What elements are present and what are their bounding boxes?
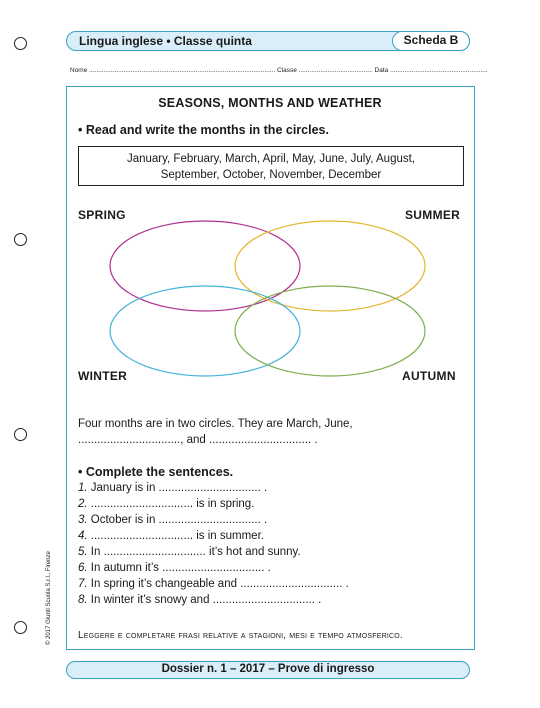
binder-hole-3 (14, 428, 27, 441)
spring-circle[interactable] (110, 221, 300, 311)
winter-circle[interactable] (110, 286, 300, 376)
season-label-summer: SUMMER (405, 208, 461, 222)
sentence-6[interactable]: 6. In autumn it’s ................................ . (78, 562, 271, 574)
sentence-number: 7. (78, 578, 88, 590)
date-label: Data (374, 67, 389, 74)
task-2-instruction: • Complete the sentences. (78, 465, 234, 479)
binder-hole-1 (14, 37, 27, 50)
binder-hole-2 (14, 233, 27, 246)
worksheet-title: SEASONS, MONTHS AND WEATHER (158, 96, 382, 110)
sentence-number: 6. (78, 562, 88, 574)
name-label: Nome (70, 67, 88, 74)
months-line-2: September, October, November, December (160, 169, 382, 181)
sentence-3[interactable]: 3. October is in ................................ . (78, 514, 268, 526)
sentence-number: 8. (78, 594, 88, 606)
sentence-7[interactable]: 7. In spring it’s changeable and ................................ . (78, 578, 349, 590)
copyright-notice: © 2017 Giunti Scuola S.r.l., Firenze (46, 551, 52, 645)
months-box (78, 146, 464, 186)
venn-diagram (100, 215, 430, 385)
sentence-2[interactable]: 2. ................................ is in spring. (78, 498, 255, 510)
months-line-1: January, February, March, April, May, June, July, August, (126, 153, 416, 165)
class-field[interactable]: ......................................... (298, 67, 373, 74)
class-label: Classe (276, 67, 297, 74)
autumn-circle[interactable] (235, 286, 425, 376)
sentence-number: 2. (78, 498, 88, 510)
header-bar (66, 31, 470, 51)
worksheet-tag: Scheda B (392, 31, 470, 51)
sentence-1[interactable]: 1. January is in ................................ . (78, 482, 268, 494)
season-label-spring: SPRING (78, 208, 126, 222)
season-label-autumn: AUTUMN (402, 369, 456, 383)
sentence-number: 5. (78, 546, 88, 558)
footer-bar: Dossier n. 1 – 2017 – Prove di ingresso (66, 661, 470, 679)
name-field[interactable]: ....................................................................................................... (89, 67, 276, 74)
task-1-instruction: • Read and write the months in the circles. (78, 123, 329, 137)
sentence-number: 1. (78, 482, 88, 494)
two-circles-line-1: Four months are in two circles. They are March, June, (78, 418, 353, 430)
sentence-5[interactable]: 5. In ................................ it’s hot and sunny. (78, 546, 301, 558)
season-label-winter: WINTER (78, 369, 128, 383)
student-fields (70, 67, 488, 74)
teacher-note: Leggere e completare frasi relative a stagioni, mesi e tempo atmosferico. (78, 630, 403, 641)
sentence-number: 4. (78, 530, 88, 542)
binder-hole-4 (14, 621, 27, 634)
two-circles-line-2[interactable]: ................................, and ................................ . (78, 434, 318, 446)
summer-circle[interactable] (235, 221, 425, 311)
header-title: Lingua inglese • Classe quinta (79, 34, 252, 48)
sentence-8[interactable]: 8. In winter it’s snowy and ................................ . (78, 594, 322, 606)
sentence-number: 3. (78, 514, 88, 526)
date-field[interactable]: ...................................................... (390, 67, 488, 74)
sentence-4[interactable]: 4. ................................ is in summer. (78, 530, 264, 542)
